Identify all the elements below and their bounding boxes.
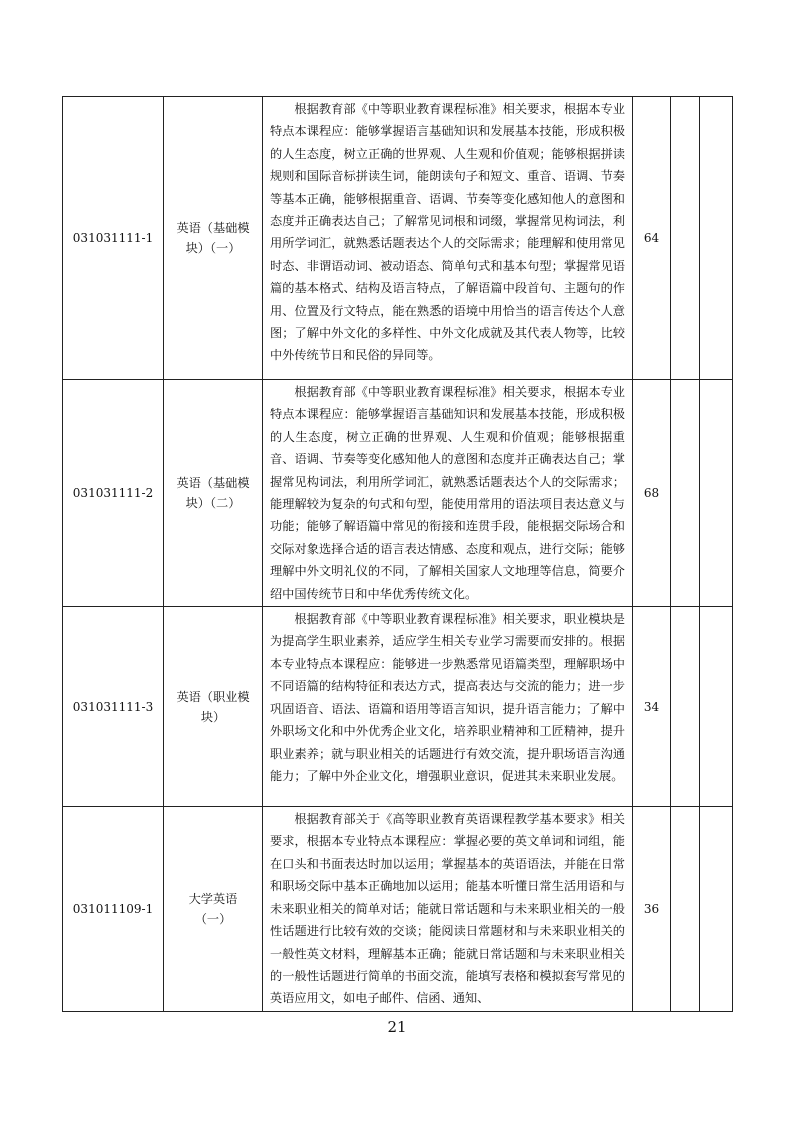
- course-name: 英语（基础模块）（一）: [164, 97, 263, 380]
- course-hours: 34: [633, 607, 671, 807]
- empty-cell: [700, 607, 733, 807]
- course-description: 根据教育部《中等职业教育课程标准》相关要求，根据本专业特点本课程应：能够掌握语言基础知识和发展基本技能，形成积极的人生态度，树立正确的世界观、人生观和价值观；能够根据拼读规则和国际音标拼读生词，能朗读句子和短文、重音、语调、节奏等基本正确，能够根据重音、语调、节奏等变化感知他人的意图和态度并正确表达自己；了解常见词根和词缀，掌握常见构词法，利用所学词汇，就熟悉话题表达个人的交际需求；能理解和使用常见时态、非谓语动词、被动语态、简单句式和基本句型；掌握常见语篇的基本格式、结构及语言特点，了解语篇中段首句、主题句的作用、位置及行文特点，能在熟悉的语境中用恰当的语言传达个人意图；了解中外文化的多样性、中外文化成就及其代表人物等，比较中外传统节日和民俗的异同等。: [263, 97, 633, 380]
- empty-cell: [671, 607, 700, 807]
- table-row: [63, 807, 733, 1012]
- course-code: 031031111-3: [63, 607, 164, 807]
- table-row: [63, 97, 733, 380]
- course-description: 根据教育部《中等职业教育课程标准》相关要求，根据本专业特点本课程应：能够掌握语言基础知识和发展基本技能，形成积极的人生态度，树立正确的世界观、人生观和价值观；能够根据重音、语调、节奏等变化感知他人的意图和态度并正确表达自己；掌握常见构词法，利用所学词汇，就熟悉话题表达个人的交际需求；能理解较为复杂的句式和句型，能使用常用的语法项目表达意义与功能；能够了解语篇中常见的衔接和连贯手段，能根据交际场合和交际对象选择合适的语言表达情感、态度和观点，进行交际；能够理解中外文明礼仪的不同，了解相关国家人文地理等信息，简要介绍中国传统节日和中华优秀传统文化。: [263, 380, 633, 607]
- course-code: 031031111-1: [63, 97, 164, 380]
- course-name: 大学英语（一）: [164, 807, 263, 1012]
- course-name: 英语（基础模块）（二）: [164, 380, 263, 607]
- table-row: [63, 607, 733, 807]
- empty-cell: [671, 97, 700, 380]
- course-description: 根据教育部关于《高等职业教育英语课程教学基本要求》相关要求，根据本专业特点本课程应：掌握必要的英文单词和词组，能在口头和书面表达时加以运用；掌握基本的英语语法，并能在日常和职场交际中基本正确地加以运用；能基本听懂日常生活用语和与未来职业相关的简单对话；能就日常话题和与未来职业相关的一般性话题进行比较有效的交谈；能阅读日常题材和与未来职业相关的一般性英文材料，理解基本正确；能就日常话题和与未来职业相关的一般性话题进行简单的书面交流，能填写表格和模拟套写常见的英语应用文，如电子邮件、信函、通知、: [263, 807, 633, 1012]
- course-hours: 36: [633, 807, 671, 1012]
- course-code: 031031111-2: [63, 380, 164, 607]
- course-description: 根据教育部《中等职业教育课程标准》相关要求，职业模块是为提高学生职业素养，适应学生相关专业学习需要而安排的。根据本专业特点本课程应：能够进一步熟悉常见语篇类型，理解职场中不同语篇的结构特征和表达方式，提高表达与交流的能力；进一步巩固语音、语法、语篇和语用等语言知识，提升语言能力；了解中外职场文化和中外优秀企业文化，培养职业精神和工匠精神，提升职业素养；就与职业相关的话题进行有效交流，提升职场语言沟通能力；了解中外企业文化，增强职业意识，促进其未来职业发展。: [263, 607, 633, 807]
- empty-cell: [671, 380, 700, 607]
- empty-cell: [700, 97, 733, 380]
- empty-cell: [700, 807, 733, 1012]
- course-name: 英语（职业模块）: [164, 607, 263, 807]
- course-hours: 68: [633, 380, 671, 607]
- empty-cell: [671, 807, 700, 1012]
- empty-cell: [700, 380, 733, 607]
- course-table: [62, 96, 733, 1012]
- page-number: 21: [387, 1018, 407, 1036]
- table-row: [63, 380, 733, 607]
- course-hours: 64: [633, 97, 671, 380]
- course-code: 031011109-1: [63, 807, 164, 1012]
